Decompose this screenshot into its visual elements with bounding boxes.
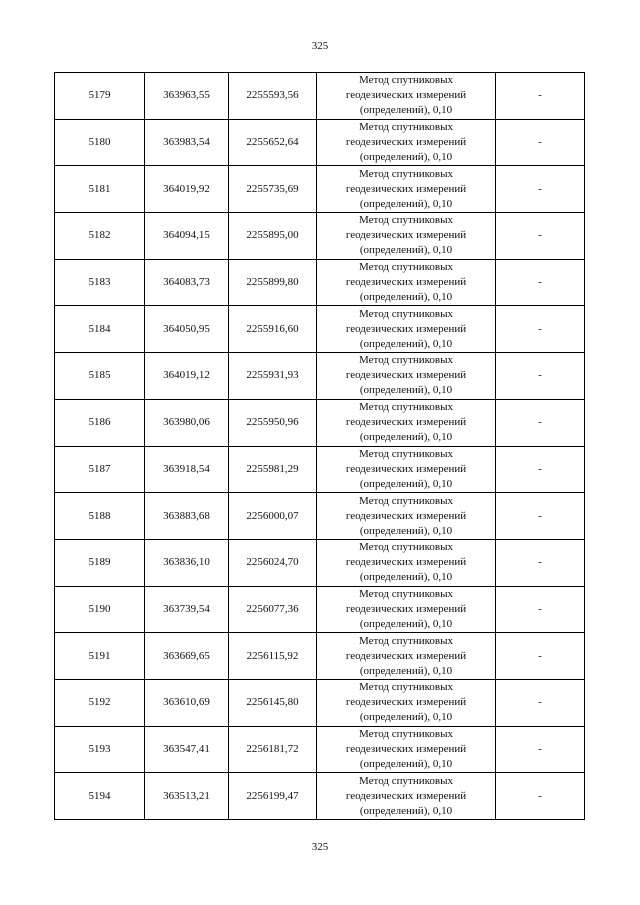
point-number-cell: 5187 [55, 446, 145, 493]
note-cell: - [496, 773, 585, 820]
x-coordinate-cell: 363983,54 [145, 119, 229, 166]
y-coordinate-cell: 2256024,70 [229, 539, 317, 586]
method-line: (определений), 0,10 [359, 431, 453, 444]
method-line: геодезических измерений [345, 89, 467, 102]
point-number-cell: 5182 [55, 213, 145, 260]
table-row [55, 539, 585, 586]
point-number-cell: 5184 [55, 306, 145, 353]
x-coordinate-cell: 363547,41 [145, 726, 229, 773]
method-cell [317, 679, 496, 726]
y-coordinate-cell: 2255981,29 [229, 446, 317, 493]
method-line: (определений), 0,10 [359, 384, 453, 397]
method-line: геодезических измерений [345, 416, 467, 429]
method-cell [317, 166, 496, 213]
point-number-cell: 5189 [55, 539, 145, 586]
y-coordinate-cell: 2256181,72 [229, 726, 317, 773]
x-coordinate-cell: 364083,73 [145, 259, 229, 306]
table-row [55, 773, 585, 820]
x-coordinate-cell: 363963,55 [145, 73, 229, 120]
note-cell: - [496, 446, 585, 493]
method-line: (определений), 0,10 [359, 244, 453, 257]
method-line: Метод спутниковых [359, 121, 453, 134]
method-line: геодезических измерений [345, 322, 467, 335]
y-coordinate-cell: 2255916,60 [229, 306, 317, 353]
method-line: Метод спутниковых [359, 447, 453, 460]
x-coordinate-cell: 364019,92 [145, 166, 229, 213]
note-cell: - [496, 73, 585, 120]
x-coordinate-cell: 363739,54 [145, 586, 229, 633]
method-line: Метод спутниковых [359, 494, 453, 507]
coordinates-table-body [55, 73, 585, 820]
y-coordinate-cell: 2255899,80 [229, 259, 317, 306]
method-line: (определений), 0,10 [359, 617, 453, 630]
page-number-bottom: 325 [311, 841, 329, 853]
method-line: геодезических измерений [345, 696, 467, 709]
table-row [55, 726, 585, 773]
table-row [55, 306, 585, 353]
method-line: геодезических измерений [345, 556, 467, 569]
y-coordinate-cell: 2256115,92 [229, 633, 317, 680]
method-line: геодезических измерений [345, 462, 467, 475]
point-number-cell: 5186 [55, 399, 145, 446]
method-line: геодезических измерений [345, 789, 467, 802]
method-cell [317, 399, 496, 446]
method-cell [317, 259, 496, 306]
point-number-cell: 5192 [55, 679, 145, 726]
method-cell [317, 73, 496, 120]
note-cell: - [496, 539, 585, 586]
method-line: геодезических измерений [345, 229, 467, 242]
table-row [55, 399, 585, 446]
method-cell [317, 213, 496, 260]
point-number-cell: 5190 [55, 586, 145, 633]
table-row [55, 353, 585, 400]
x-coordinate-cell: 363836,10 [145, 539, 229, 586]
method-line: (определений), 0,10 [359, 664, 453, 677]
x-coordinate-cell: 364094,15 [145, 213, 229, 260]
note-cell: - [496, 679, 585, 726]
method-cell [317, 633, 496, 680]
table-row [55, 586, 585, 633]
y-coordinate-cell: 2255593,56 [229, 73, 317, 120]
method-cell [317, 353, 496, 400]
y-coordinate-cell: 2255950,96 [229, 399, 317, 446]
x-coordinate-cell: 363610,69 [145, 679, 229, 726]
table-row [55, 259, 585, 306]
method-line: Метод спутниковых [359, 587, 453, 600]
point-number-cell: 5191 [55, 633, 145, 680]
method-cell [317, 726, 496, 773]
method-line: геодезических измерений [345, 509, 467, 522]
point-number-cell: 5180 [55, 119, 145, 166]
table-row [55, 119, 585, 166]
point-number-cell: 5188 [55, 493, 145, 540]
method-line: геодезических измерений [345, 742, 467, 755]
note-cell: - [496, 633, 585, 680]
y-coordinate-cell: 2255895,00 [229, 213, 317, 260]
point-number-cell: 5185 [55, 353, 145, 400]
method-line: (определений), 0,10 [359, 711, 453, 724]
method-line: (определений), 0,10 [359, 804, 453, 817]
method-line: Метод спутниковых [359, 681, 453, 694]
method-line: Метод спутниковых [359, 167, 453, 180]
table-row [55, 633, 585, 680]
method-line: Метод спутниковых [359, 634, 453, 647]
point-number-cell: 5183 [55, 259, 145, 306]
x-coordinate-cell: 363513,21 [145, 773, 229, 820]
method-cell [317, 306, 496, 353]
page-number-top: 325 [311, 40, 329, 52]
x-coordinate-cell: 363980,06 [145, 399, 229, 446]
note-cell: - [496, 259, 585, 306]
method-line: Метод спутниковых [359, 307, 453, 320]
method-line: Метод спутниковых [359, 541, 453, 554]
y-coordinate-cell: 2255735,69 [229, 166, 317, 213]
method-line: Метод спутниковых [359, 774, 453, 787]
note-cell: - [496, 119, 585, 166]
method-cell [317, 493, 496, 540]
x-coordinate-cell: 363918,54 [145, 446, 229, 493]
point-number-cell: 5181 [55, 166, 145, 213]
table-row [55, 493, 585, 540]
method-line: геодезических измерений [345, 182, 467, 195]
method-line: геодезических измерений [345, 136, 467, 149]
note-cell: - [496, 586, 585, 633]
method-cell [317, 539, 496, 586]
method-line: Метод спутниковых [359, 354, 453, 367]
table-row [55, 213, 585, 260]
method-line: геодезических измерений [345, 369, 467, 382]
table-row [55, 73, 585, 120]
note-cell: - [496, 493, 585, 540]
note-cell: - [496, 166, 585, 213]
y-coordinate-cell: 2255652,64 [229, 119, 317, 166]
method-cell [317, 446, 496, 493]
method-line: геодезических измерений [345, 649, 467, 662]
y-coordinate-cell: 2256077,36 [229, 586, 317, 633]
coordinates-table [54, 72, 585, 820]
point-number-cell: 5194 [55, 773, 145, 820]
method-line: (определений), 0,10 [359, 757, 453, 770]
method-line: (определений), 0,10 [359, 291, 453, 304]
method-line: (определений), 0,10 [359, 477, 453, 490]
x-coordinate-cell: 364019,12 [145, 353, 229, 400]
method-cell [317, 119, 496, 166]
table-row [55, 166, 585, 213]
method-line: (определений), 0,10 [359, 104, 453, 117]
method-line: (определений), 0,10 [359, 151, 453, 164]
method-line: Метод спутниковых [359, 401, 453, 414]
method-line: Метод спутниковых [359, 261, 453, 274]
point-number-cell: 5179 [55, 73, 145, 120]
x-coordinate-cell: 364050,95 [145, 306, 229, 353]
method-line: (определений), 0,10 [359, 337, 453, 350]
table-row [55, 446, 585, 493]
method-line: геодезических измерений [345, 602, 467, 615]
method-cell [317, 586, 496, 633]
y-coordinate-cell: 2256145,80 [229, 679, 317, 726]
note-cell: - [496, 399, 585, 446]
table-row [55, 679, 585, 726]
method-line: (определений), 0,10 [359, 197, 453, 210]
method-line: (определений), 0,10 [359, 524, 453, 537]
method-line: Метод спутниковых [359, 74, 453, 87]
method-cell [317, 773, 496, 820]
method-line: Метод спутниковых [359, 727, 453, 740]
method-line: геодезических измерений [345, 276, 467, 289]
y-coordinate-cell: 2256199,47 [229, 773, 317, 820]
note-cell: - [496, 213, 585, 260]
point-number-cell: 5193 [55, 726, 145, 773]
note-cell: - [496, 726, 585, 773]
note-cell: - [496, 306, 585, 353]
note-cell: - [496, 353, 585, 400]
method-line: Метод спутниковых [359, 214, 453, 227]
y-coordinate-cell: 2256000,07 [229, 493, 317, 540]
y-coordinate-cell: 2255931,93 [229, 353, 317, 400]
x-coordinate-cell: 363669,65 [145, 633, 229, 680]
x-coordinate-cell: 363883,68 [145, 493, 229, 540]
method-line: (определений), 0,10 [359, 571, 453, 584]
